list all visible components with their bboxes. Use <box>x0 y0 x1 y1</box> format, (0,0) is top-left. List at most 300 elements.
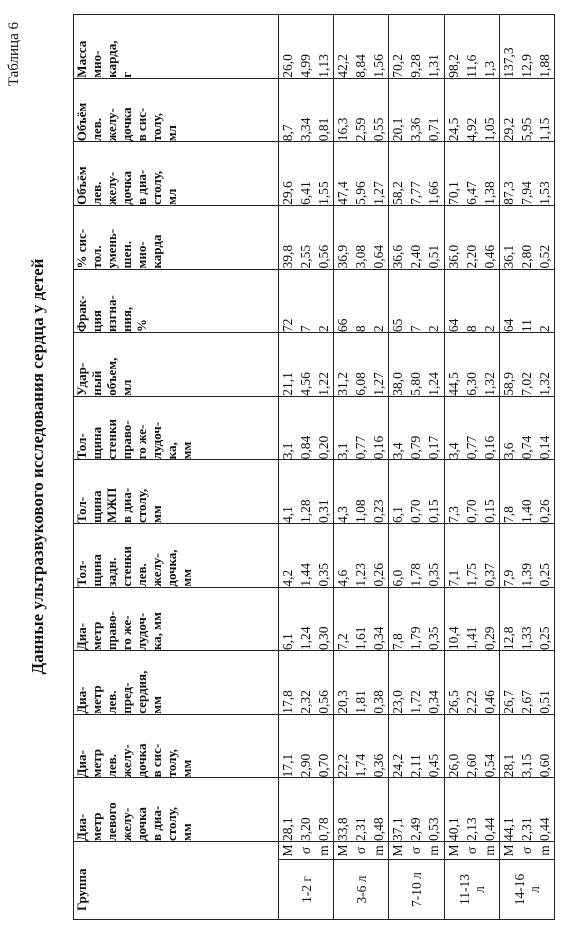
data-cell <box>499 714 554 778</box>
table-row <box>499 15 554 920</box>
header-col-11: Объём лев. желу- дочка в диа- столу, мл <box>74 142 279 206</box>
cell-value: 0,31 <box>316 499 332 523</box>
data-cell <box>334 460 389 524</box>
cell-value: 1,41 <box>463 626 479 651</box>
cell-value: 4,92 <box>463 117 479 142</box>
cell-value: 8 <box>353 325 369 333</box>
cell-value: 7,8 <box>500 506 516 523</box>
cell-value: 26,0 <box>445 753 461 778</box>
cell-value: 39,8 <box>280 244 296 269</box>
cell-value: 6,47 <box>463 181 479 205</box>
cell-value: 1,33 <box>518 626 534 651</box>
cell-value: 2,20 <box>463 244 479 269</box>
cell-value: 1,32 <box>536 372 552 396</box>
cell-value: 0,71 <box>426 117 442 142</box>
data-cell <box>444 205 499 269</box>
stat-labels <box>499 842 554 860</box>
data-cell <box>444 460 499 524</box>
cell-value: 0,51 <box>536 690 552 714</box>
cell-value: 0,56 <box>316 244 332 269</box>
stat-label: M <box>280 844 296 857</box>
data-cell <box>334 205 389 269</box>
data-cell <box>389 460 444 524</box>
stat-labels <box>389 842 444 860</box>
cell-value: 0,78 <box>316 817 332 841</box>
header-group: Группа <box>74 842 279 920</box>
cell-value: 137,3 <box>500 47 516 78</box>
data-cell <box>444 269 499 333</box>
cell-value: 4,99 <box>298 54 314 78</box>
cell-value: 0,36 <box>371 753 387 778</box>
cell-value: 12,9 <box>518 54 534 78</box>
cell-value: 33,8 <box>335 817 351 841</box>
data-cell <box>389 778 444 842</box>
data-cell <box>499 587 554 651</box>
cell-value: 4,56 <box>298 372 314 396</box>
cell-value: 2,22 <box>463 690 479 714</box>
stat-label: M <box>445 844 461 857</box>
data-cell <box>444 78 499 142</box>
cell-value: 7,02 <box>518 372 534 396</box>
data-cell <box>334 333 389 397</box>
cell-value: 24,5 <box>445 117 461 142</box>
group-name: 11-13 л <box>444 860 499 920</box>
cell-value: 3,1 <box>335 442 351 460</box>
cell-value: 1,66 <box>426 181 442 205</box>
cell-value: 1,56 <box>371 54 387 78</box>
stat-label: m <box>426 845 442 856</box>
data-cell <box>444 778 499 842</box>
header-col-6: Тол- щина МЖП в диа- столу, мм <box>74 460 279 524</box>
cell-value: 0,35 <box>426 626 442 651</box>
cell-value: 42,2 <box>335 54 351 78</box>
data-cell <box>334 587 389 651</box>
header-col-9: Фрак- ция изгна- ния, % <box>74 269 279 333</box>
table-title: Данные ультразвукового исследования сердца у детей <box>28 258 47 675</box>
cell-value: 0,17 <box>426 435 442 460</box>
cell-value: 1,3 <box>481 60 497 78</box>
stat-label: σ <box>463 846 479 855</box>
cell-value: 0,48 <box>371 817 387 841</box>
cell-value: 0,14 <box>536 435 552 460</box>
cell-value: 0,77 <box>353 435 369 460</box>
cell-value: 1,22 <box>316 372 332 396</box>
cell-value: 29,2 <box>500 117 516 142</box>
cell-value: 1,75 <box>463 562 479 587</box>
cell-value: 26,5 <box>445 690 461 714</box>
data-cell <box>334 396 389 460</box>
cell-value: 1,32 <box>481 372 497 396</box>
cell-value: 3,4 <box>445 442 461 460</box>
cell-value: 2,40 <box>408 244 424 269</box>
cell-value: 36,0 <box>445 244 461 269</box>
cell-value: 10,4 <box>445 626 461 651</box>
data-cell <box>279 269 334 333</box>
cell-value: 64 <box>445 318 461 333</box>
data-cell <box>389 15 444 79</box>
data-cell <box>499 460 554 524</box>
cell-value: 0,26 <box>371 562 387 587</box>
cell-value: 1,15 <box>536 117 552 142</box>
cell-value: 0,70 <box>316 753 332 778</box>
cell-value: 0,52 <box>536 244 552 269</box>
stat-label: M <box>500 844 516 857</box>
cell-value: 0,44 <box>481 817 497 841</box>
cell-value: 0,56 <box>316 690 332 714</box>
stat-labels <box>444 842 499 860</box>
data-cell <box>389 714 444 778</box>
cell-value: 1,08 <box>353 499 369 523</box>
cell-value: 3,15 <box>518 753 534 778</box>
cell-value: 0,30 <box>316 626 332 651</box>
cell-value: 2,11 <box>408 754 424 778</box>
data-cell <box>444 15 499 79</box>
header-col-1: Диа- метр левого желу- дочка в диа- столу, мм <box>74 778 279 842</box>
data-cell <box>334 15 389 79</box>
cell-value: 6,08 <box>353 372 369 396</box>
cell-value: 3,34 <box>298 117 314 142</box>
cell-value: 3,6 <box>500 442 516 460</box>
ultrasound-data-table <box>73 14 555 920</box>
cell-value: 8,84 <box>353 54 369 78</box>
cell-value: 0,51 <box>426 244 442 269</box>
cell-value: 7,94 <box>518 181 534 205</box>
data-cell <box>389 333 444 397</box>
cell-value: 40,1 <box>445 817 461 841</box>
cell-value: 3,4 <box>390 442 406 460</box>
cell-value: 7,1 <box>445 569 461 587</box>
cell-value: 1,24 <box>426 372 442 396</box>
cell-value: 5,95 <box>518 117 534 142</box>
data-cell <box>334 269 389 333</box>
header-row <box>74 15 279 920</box>
cell-value: 7 <box>298 325 314 333</box>
data-cell <box>389 269 444 333</box>
cell-value: 44,5 <box>445 372 461 396</box>
cell-value: 2,67 <box>518 690 534 714</box>
header-col-2: Диа- метр лев. желу- дочка в сис- толу, мм <box>74 714 279 778</box>
cell-value: 2 <box>426 325 442 333</box>
cell-value: 6,1 <box>390 506 406 523</box>
stat-labels <box>279 842 334 860</box>
cell-value: 1,61 <box>353 626 369 651</box>
cell-value: 7,8 <box>390 633 406 651</box>
cell-value: 1,27 <box>371 372 387 396</box>
stat-label: M <box>390 844 406 857</box>
data-cell <box>499 142 554 206</box>
cell-value: 1,55 <box>316 181 332 205</box>
table-row <box>389 15 444 920</box>
cell-value: 17,1 <box>280 753 296 778</box>
cell-value: 0,70 <box>463 499 479 523</box>
cell-value: 6,1 <box>280 633 296 651</box>
group-name: 14-16 л <box>499 860 554 920</box>
cell-value: 8,7 <box>280 124 296 142</box>
cell-value: 2 <box>536 325 552 333</box>
stat-labels <box>334 842 389 860</box>
data-cell <box>279 778 334 842</box>
cell-value: 20,3 <box>335 690 351 714</box>
data-cell <box>334 778 389 842</box>
cell-value: 0,35 <box>316 562 332 587</box>
cell-value: 8 <box>463 325 479 333</box>
cell-value: 58,9 <box>500 372 516 396</box>
cell-value: 0,64 <box>371 244 387 269</box>
cell-value: 0,37 <box>481 562 497 587</box>
cell-value: 16,3 <box>335 117 351 142</box>
header-col-5: Тол- щина задн. стенки лев. желу- дочка, мм <box>74 523 279 587</box>
cell-value: 1,81 <box>353 690 369 714</box>
data-cell <box>279 78 334 142</box>
data-cell <box>499 205 554 269</box>
data-cell <box>279 587 334 651</box>
table-caption: Таблица 6 <box>6 22 22 87</box>
cell-value: 66 <box>335 318 351 333</box>
stat-label: m <box>481 845 497 856</box>
cell-value: 29,6 <box>280 181 296 205</box>
cell-value: 5,96 <box>353 181 369 205</box>
cell-value: 36,9 <box>335 244 351 269</box>
data-cell <box>279 142 334 206</box>
data-cell <box>279 714 334 778</box>
data-cell <box>444 333 499 397</box>
cell-value: 72 <box>280 318 296 333</box>
cell-value: 0,26 <box>536 499 552 523</box>
cell-value: 47,4 <box>335 181 351 205</box>
cell-value: 28,1 <box>500 753 516 778</box>
cell-value: 3,08 <box>353 244 369 269</box>
data-cell <box>279 651 334 715</box>
cell-value: 1,27 <box>371 181 387 205</box>
header-col-12: Объём лев. желу- дочка в сис- толу, мл <box>74 78 279 142</box>
cell-value: 2,90 <box>298 753 314 778</box>
cell-value: 1,24 <box>298 626 314 651</box>
cell-value: 0,23 <box>371 499 387 523</box>
cell-value: 26,0 <box>280 54 296 78</box>
cell-value: 1,39 <box>518 562 534 587</box>
data-cell <box>279 523 334 587</box>
data-cell <box>389 142 444 206</box>
data-cell <box>334 78 389 142</box>
cell-value: 7 <box>408 325 424 333</box>
cell-value: 1,13 <box>316 54 332 78</box>
cell-value: 0,60 <box>536 753 552 778</box>
stat-label: m <box>536 845 552 856</box>
cell-value: 2,59 <box>353 117 369 142</box>
cell-value: 1,88 <box>536 54 552 78</box>
header-col-4: Диа- метр право- го же- лудоч- ка, мм <box>74 587 279 651</box>
cell-value: 0,16 <box>481 435 497 460</box>
cell-value: 38,0 <box>390 372 406 396</box>
cell-value: 98,2 <box>445 54 461 78</box>
cell-value: 0,81 <box>316 117 332 142</box>
header-col-8: Удар- ный объем, мл <box>74 333 279 397</box>
data-cell <box>389 78 444 142</box>
header-col-7: Тол- щина стенки право- го же- лудоч- ка, мм <box>74 396 279 460</box>
cell-value: 4,3 <box>335 506 351 523</box>
cell-value: 1,79 <box>408 626 424 651</box>
cell-value: 2,49 <box>408 817 424 841</box>
stat-label: σ <box>298 846 314 855</box>
data-cell <box>499 778 554 842</box>
cell-value: 17,8 <box>280 690 296 714</box>
cell-value: 4,2 <box>280 569 296 587</box>
data-cell <box>444 651 499 715</box>
cell-value: 0,84 <box>298 435 314 460</box>
group-name: 3-6 л <box>334 860 389 920</box>
table-row <box>334 15 389 920</box>
cell-value: 65 <box>390 318 406 333</box>
cell-value: 0,55 <box>371 117 387 142</box>
table-row <box>279 15 334 920</box>
cell-value: 9,28 <box>408 54 424 78</box>
cell-value: 24,2 <box>390 753 406 778</box>
cell-value: 6,0 <box>390 569 406 587</box>
data-cell <box>444 587 499 651</box>
header-col-13: Масса мио- карда, г <box>74 15 279 79</box>
data-cell <box>389 523 444 587</box>
data-cell <box>499 651 554 715</box>
data-cell <box>334 651 389 715</box>
cell-value: 1,31 <box>426 54 442 78</box>
cell-value: 3,1 <box>280 442 296 460</box>
cell-value: 26,7 <box>500 690 516 714</box>
cell-value: 0,38 <box>371 690 387 714</box>
data-cell <box>279 205 334 269</box>
data-cell <box>334 523 389 587</box>
data-cell <box>279 396 334 460</box>
cell-value: 2,31 <box>353 817 369 841</box>
cell-value: 70,1 <box>445 181 461 205</box>
cell-value: 5,80 <box>408 372 424 396</box>
cell-value: 1,72 <box>408 690 424 714</box>
cell-value: 1,74 <box>353 753 369 778</box>
cell-value: 31,2 <box>335 372 351 396</box>
cell-value: 3,20 <box>298 817 314 841</box>
cell-value: 44,1 <box>500 817 516 841</box>
data-cell <box>499 333 554 397</box>
data-cell <box>389 205 444 269</box>
stat-label: M <box>335 844 351 857</box>
cell-value: 1,78 <box>408 562 424 587</box>
cell-value: 11,6 <box>463 54 479 78</box>
cell-value: 0,74 <box>518 435 534 460</box>
stat-label: m <box>371 845 387 856</box>
cell-value: 2,80 <box>518 244 534 269</box>
cell-value: 12,8 <box>500 626 516 651</box>
stat-label: σ <box>518 846 534 855</box>
cell-value: 1,05 <box>481 117 497 142</box>
cell-value: 6,30 <box>463 372 479 396</box>
cell-value: 64 <box>500 318 516 333</box>
cell-value: 1,44 <box>298 562 314 587</box>
cell-value: 1,53 <box>536 181 552 205</box>
cell-value: 11 <box>518 319 534 333</box>
data-cell <box>389 587 444 651</box>
cell-value: 0,15 <box>426 499 442 523</box>
data-cell <box>499 78 554 142</box>
cell-value: 23,0 <box>390 690 406 714</box>
cell-value: 2,60 <box>463 753 479 778</box>
cell-value: 0,46 <box>481 690 497 714</box>
cell-value: 22,2 <box>335 753 351 778</box>
data-cell <box>444 396 499 460</box>
cell-value: 0,15 <box>481 499 497 523</box>
cell-value: 0,25 <box>536 626 552 651</box>
stat-label: m <box>316 845 332 856</box>
cell-value: 28,1 <box>280 817 296 841</box>
cell-value: 20,1 <box>390 117 406 142</box>
data-cell <box>444 142 499 206</box>
data-cell <box>499 15 554 79</box>
cell-value: 58,2 <box>390 181 406 205</box>
data-cell <box>389 396 444 460</box>
stat-label: σ <box>353 846 369 855</box>
cell-value: 36,6 <box>390 244 406 269</box>
cell-value: 2,31 <box>518 817 534 841</box>
cell-value: 70,2 <box>390 54 406 78</box>
cell-value: 2,32 <box>298 690 314 714</box>
cell-value: 2 <box>316 325 332 333</box>
cell-value: 1,38 <box>481 181 497 205</box>
header-col-3: Диа- метр лев. пред- сердия, мм <box>74 651 279 715</box>
cell-value: 21,1 <box>280 372 296 396</box>
cell-value: 7,77 <box>408 181 424 205</box>
data-cell <box>389 651 444 715</box>
data-cell <box>499 269 554 333</box>
cell-value: 0,29 <box>481 626 497 651</box>
cell-value: 1,28 <box>298 499 314 523</box>
cell-value: 0,46 <box>481 244 497 269</box>
header-col-10: % сис- тол. умень- шен. мио- карда <box>74 205 279 269</box>
cell-value: 0,16 <box>371 435 387 460</box>
cell-value: 2 <box>481 325 497 333</box>
cell-value: 0,45 <box>426 753 442 778</box>
data-cell <box>444 714 499 778</box>
cell-value: 0,77 <box>463 435 479 460</box>
data-cell <box>279 15 334 79</box>
group-name: 7-10 л <box>389 860 444 920</box>
cell-value: 7,3 <box>445 506 461 523</box>
data-cell <box>279 333 334 397</box>
data-cell <box>499 396 554 460</box>
data-cell <box>334 714 389 778</box>
cell-value: 0,44 <box>536 817 552 841</box>
cell-value: 0,79 <box>408 435 424 460</box>
cell-value: 2 <box>371 325 387 333</box>
cell-value: 0,34 <box>426 690 442 714</box>
cell-value: 0,70 <box>408 499 424 523</box>
cell-value: 0,25 <box>536 562 552 587</box>
cell-value: 7,2 <box>335 633 351 651</box>
cell-value: 37,1 <box>390 817 406 841</box>
stat-label: σ <box>408 846 424 855</box>
cell-value: 0,20 <box>316 435 332 460</box>
cell-value: 4,1 <box>280 506 296 523</box>
cell-value: 2,55 <box>298 244 314 269</box>
data-cell <box>334 142 389 206</box>
data-cell <box>499 523 554 587</box>
data-cell <box>279 460 334 524</box>
cell-value: 0,35 <box>426 562 442 587</box>
cell-value: 0,53 <box>426 817 442 841</box>
cell-value: 2,13 <box>463 817 479 841</box>
cell-value: 1,23 <box>353 562 369 587</box>
cell-value: 36,1 <box>500 244 516 269</box>
data-cell <box>444 523 499 587</box>
cell-value: 87,3 <box>500 181 516 205</box>
cell-value: 0,34 <box>371 626 387 651</box>
